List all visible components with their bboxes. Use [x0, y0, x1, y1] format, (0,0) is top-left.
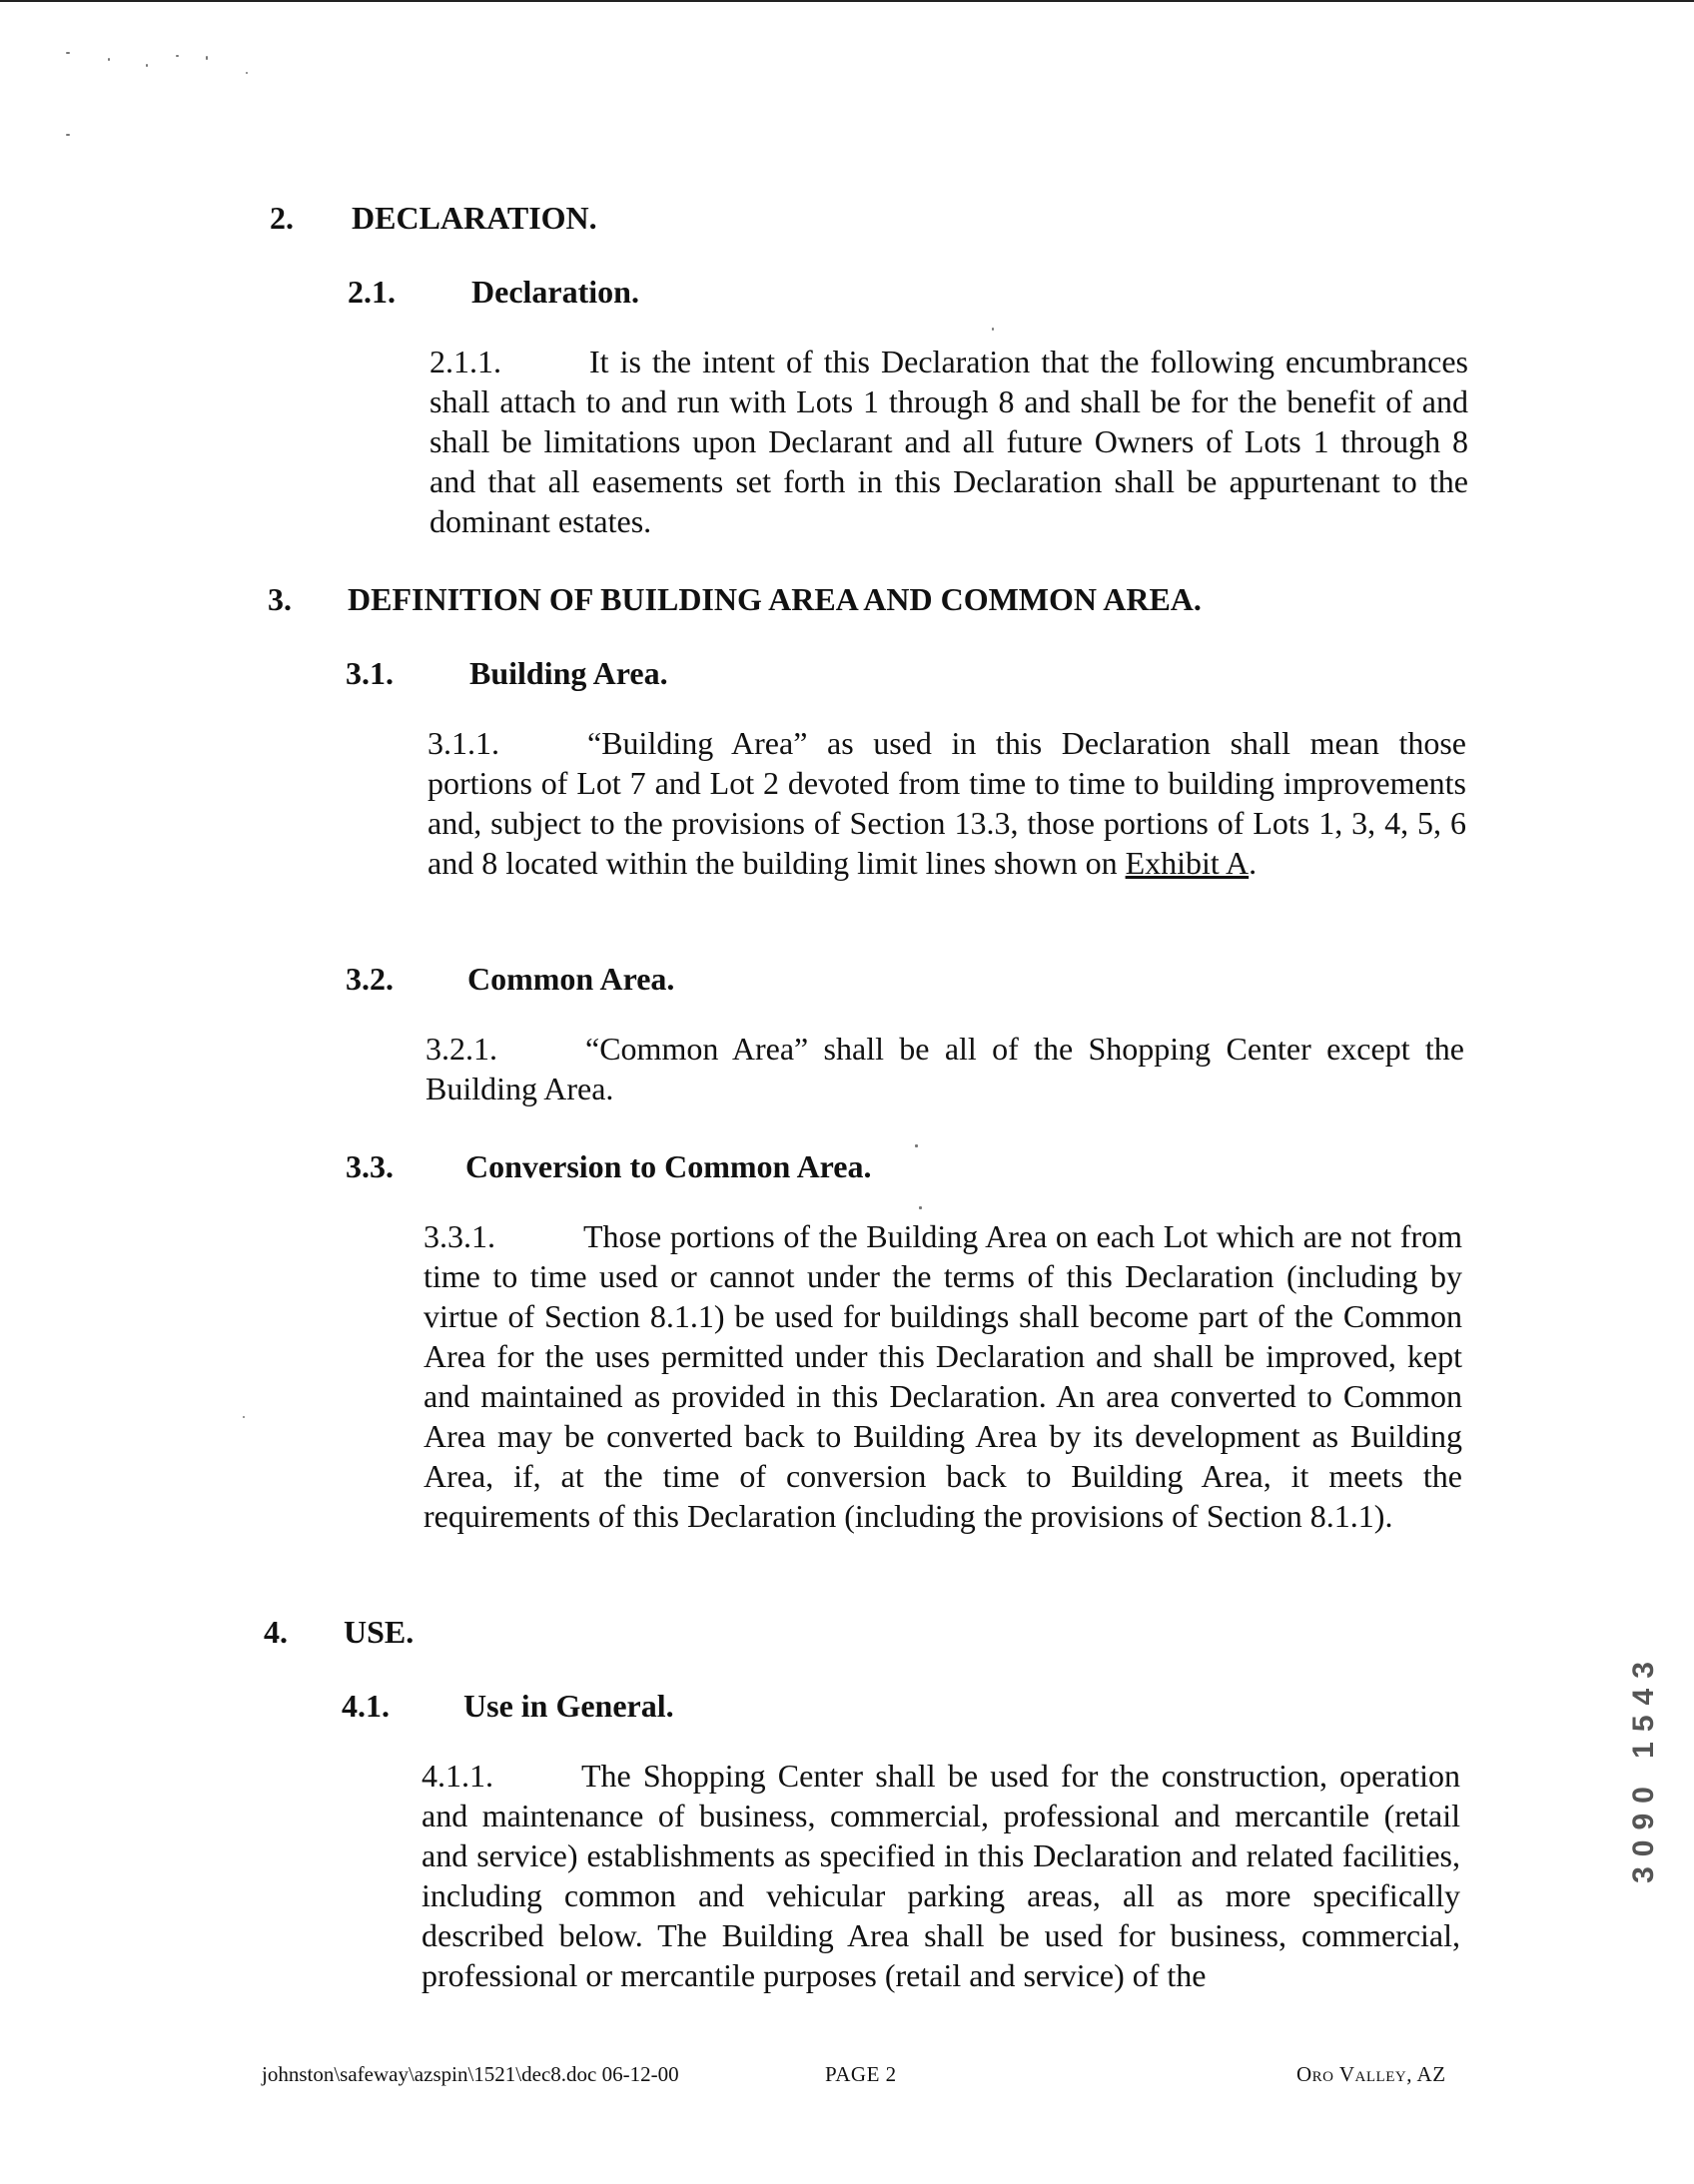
paragraph-number: 3.1.1. — [427, 725, 499, 761]
scan-speck — [108, 58, 110, 61]
paragraph-end: . — [1249, 845, 1258, 881]
paragraph-text: “Building Area” as used in this Declaration shall mean those portions of Lot 7 and Lot 2 devoted from time to time to building improvements and, subject to the provisions of Section 13.3, those portions of Lots 1, 3, 4, 5, 6 and 8 located within the building limit lines shown on — [427, 725, 1466, 881]
scan-speck — [146, 64, 148, 67]
paragraph-text: “Common Area” shall be all of the Shopping Center except the Building Area. — [425, 1031, 1464, 1106]
subsection-title: Use in General. — [463, 1688, 674, 1724]
footer-page-number: PAGE 2 — [825, 2062, 897, 2086]
margin-stamp — [1624, 1573, 1664, 1962]
page-top-edge — [0, 0, 1694, 2]
scan-speck — [66, 52, 70, 54]
scan-speck — [915, 1144, 918, 1147]
scan-speck — [246, 72, 248, 74]
exhibit-reference: Exhibit A — [1125, 845, 1250, 881]
subsection-number: 3.1. — [346, 655, 394, 691]
section-number: 3. — [268, 581, 292, 617]
subsection-title: Declaration. — [471, 274, 639, 310]
scan-speck — [919, 1206, 922, 1209]
margin-stamp-number: 3090 1543 — [1627, 1652, 1660, 1883]
paragraph — [427, 723, 1466, 883]
paragraph-number: 4.1.1. — [422, 1758, 493, 1794]
section-number: 4. — [264, 1614, 288, 1650]
scan-speck — [66, 134, 70, 136]
paragraph — [422, 1756, 1460, 1995]
paragraph — [429, 342, 1468, 541]
subsection-number: 3.2. — [346, 961, 394, 997]
paragraph-number: 3.2.1. — [425, 1031, 497, 1067]
subsection-title: Common Area. — [467, 961, 675, 997]
section-number: 2. — [270, 200, 294, 236]
section-title: DEFINITION OF BUILDING AREA AND COMMON AREA. — [348, 581, 1202, 617]
subsection-title: Building Area. — [469, 655, 668, 691]
scan-speck — [243, 1416, 245, 1418]
paragraph-text: It is the intent of this Declaration that the following encumbrances shall attach to and run with Lots 1 through 8 and shall be for the benefit of and shall be limitations upon Declarant and all future Owners of Lots 1 through 8 and that all easements set forth in this Declaration shall be appurtenant to the dominant estates. — [429, 344, 1468, 539]
section-title: DECLARATION. — [352, 200, 597, 236]
paragraph-text: The Shopping Center shall be used for the construction, operation and maintenance of business, commercial, professional and mercantile (retail and service) establishments as specified in this Declaration and related facilities, including common and vehicular parking areas, all as more specifically described below. The Building Area shall be used for business, commercial, professional or mercantile purposes (retail and service) of the — [422, 1758, 1460, 1993]
paragraph-number: 3.3.1. — [424, 1218, 495, 1254]
section-title: USE. — [344, 1614, 415, 1650]
subsection-number: 4.1. — [342, 1688, 390, 1724]
paragraph — [424, 1216, 1462, 1536]
footer-file-path: johnston\safeway\azspin\1521\dec8.doc 06-12-00 — [262, 2062, 679, 2086]
paragraph-text: Those portions of the Building Area on each Lot which are not from time to time used or cannot under the terms of this Declaration (including by virtue of Section 8.1.1) be used for buildings shall become part of the Common Area for the uses permitted under this Declaration and shall be improved, kept and maintained as provided in this Declaration. An area converted to Common Area may be converted back to Building Area by its development as Building Area, if, at the time of conversion back to Building Area, it meets the requirements of this Declaration (including the provisions of Section 8.1.1). — [424, 1218, 1462, 1534]
paragraph-number: 2.1.1. — [429, 344, 501, 379]
subsection-title: Conversion to Common Area. — [465, 1148, 872, 1184]
paragraph — [425, 1029, 1464, 1108]
footer-location: Oro Valley, AZ — [1296, 2062, 1446, 2086]
subsection-number: 2.1. — [348, 274, 396, 310]
scan-speck — [206, 56, 208, 60]
scan-speck — [992, 328, 994, 331]
scan-speck — [176, 55, 179, 57]
subsection-number: 3.3. — [346, 1148, 394, 1184]
